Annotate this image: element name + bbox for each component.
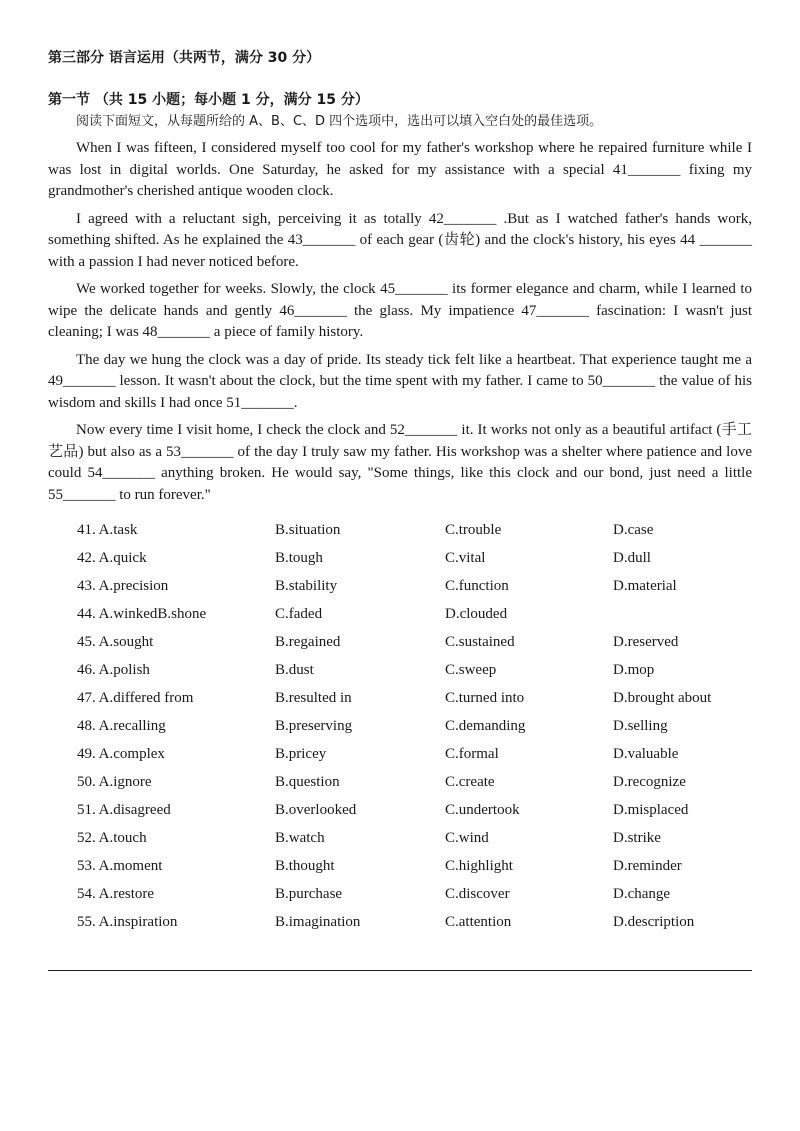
option-d: D.misplaced — [613, 802, 689, 818]
option-d: D.clouded — [445, 606, 508, 622]
option-b: B.stability — [275, 578, 338, 594]
option-d: D.mop — [613, 662, 655, 678]
exam-page — [48, 40, 752, 936]
option-empty — [613, 600, 752, 628]
option-c: C.faded — [275, 606, 323, 622]
option-a: 47. A.differed from — [77, 690, 194, 706]
option-a: 53. A.moment — [77, 858, 163, 874]
option-a: 54. A.restore — [77, 886, 155, 902]
option-b: B.imagination — [275, 914, 361, 930]
passage-paragraph: I agreed with a reluctant sigh, perceiving it as totally 42_______ .But as I watched father's hands work, something shifted. As he explained the 43_______ of each gear (齿轮) and the clock's history, his eyes 44 _______ with a passion I had never noticed before. — [48, 210, 752, 270]
option-row-42 — [48, 544, 752, 572]
option-c: C.discover — [445, 886, 510, 902]
option-c: C.function — [445, 578, 509, 594]
option-a: 42. A.quick — [77, 550, 147, 566]
option-d: D.strike — [613, 830, 661, 846]
option-a: 48. A.recalling — [77, 718, 166, 734]
option-row-55 — [48, 908, 752, 936]
option-row-48 — [48, 712, 752, 740]
option-d: D.material — [613, 578, 677, 594]
part-title: 第三部分 语言运用（共两节，满分 30 分） — [48, 50, 321, 66]
option-a: 55. A.inspiration — [77, 914, 178, 930]
option-d: D.change — [613, 886, 671, 902]
cloze-passage — [48, 138, 752, 506]
section-title: 第一节 （共 15 小题；每小题 1 分，满分 15 分） — [48, 92, 369, 108]
passage-paragraph: We worked together for weeks. Slowly, the clock 45_______ its former elegance and charm, while I learned to wipe the delicate hands and gently 46_______ the glass. My impatience 47_______ fascination: I wasn't just cleaning; I was 48_______ a piece of family history. — [48, 281, 752, 340]
option-a: 46. A.polish — [77, 662, 150, 678]
option-d: D.recognize — [613, 774, 686, 790]
option-d: D.dull — [613, 550, 651, 566]
option-row-49 — [48, 740, 752, 768]
option-d: D.selling — [613, 718, 668, 734]
option-a: 52. A.touch — [77, 830, 147, 846]
option-c: C.highlight — [445, 858, 513, 874]
option-b: B.question — [275, 774, 340, 790]
option-row-53 — [48, 852, 752, 880]
option-row-47 — [48, 684, 752, 712]
option-b: B.tough — [275, 550, 323, 566]
option-d: D.case — [613, 522, 654, 538]
option-b: B.preserving — [275, 718, 353, 734]
page-divider — [48, 970, 752, 971]
option-row-43 — [48, 572, 752, 600]
passage-paragraph: The day we hung the clock was a day of pride. Its steady tick felt like a heartbeat. That experience taught me a 49_______ lesson. It wasn't about the clock, but the time spent with my father. I came to 50_______ the value of his wisdom and skills I had once 51_______. — [48, 351, 752, 411]
option-c: C.sustained — [445, 634, 515, 650]
option-b: B.pricey — [275, 746, 327, 762]
option-row-46 — [48, 656, 752, 684]
option-a: 51. A.disagreed — [77, 802, 171, 818]
option-c: C.turned into — [445, 690, 525, 706]
option-c: C.wind — [445, 830, 489, 846]
option-d: D.valuable — [613, 746, 679, 762]
option-a: 43. A.precision — [77, 578, 169, 594]
option-c: C.sweep — [445, 662, 497, 678]
option-c: C.vital — [445, 550, 486, 566]
passage-paragraph: When I was fifteen, I considered myself too cool for my father's workshop where he repaired furniture while I was lost in digital worlds. One Saturday, he asked for my assistance with a special 41_______ fixing my grandmother's cherished antique wooden clock. — [48, 140, 752, 199]
option-d: D.description — [613, 914, 695, 930]
option-b: B.resulted in — [275, 690, 352, 706]
option-row-41 — [48, 516, 752, 544]
option-a: 45. A.sought — [77, 634, 154, 650]
option-row-45 — [48, 628, 752, 656]
option-d: D.reminder — [613, 858, 682, 874]
passage-paragraph: Now every time I visit home, I check the clock and 52_______ it. It works not only as a beautiful artifact (手工艺品) but also as a 53_______ of the day I truly saw my father. His workshop was a shelter where patience and love could 54_______ anything broken. He would say, "Some things, like this clock and our bond, just need a little 55_______ to run forever." — [48, 422, 752, 503]
answer-options — [48, 516, 752, 936]
option-a: 41. A.task — [77, 522, 138, 538]
option-c: C.trouble — [445, 522, 502, 538]
option-b: B.overlooked — [275, 802, 357, 818]
option-c: C.create — [445, 774, 495, 790]
option-c: C.demanding — [445, 718, 526, 734]
option-b: B.dust — [275, 662, 314, 678]
option-row-54 — [48, 880, 752, 908]
option-b: B.purchase — [275, 886, 343, 902]
option-row-52 — [48, 824, 752, 852]
option-c: C.attention — [445, 914, 512, 930]
option-d: D.brought about — [613, 690, 712, 706]
option-row-44 — [48, 600, 752, 628]
instruction: 阅读下面短文，从每题所给的 A、B、C、D 四个选项中，选出可以填入空白处的最佳选项。 — [76, 114, 603, 129]
option-c: C.formal — [445, 746, 499, 762]
option-b: B.situation — [275, 522, 341, 538]
option-b: B.regained — [275, 634, 341, 650]
option-ab: 44. A.winkedB.shone — [77, 606, 207, 622]
option-a: 49. A.complex — [77, 746, 165, 762]
option-b: B.thought — [275, 858, 335, 874]
option-row-50 — [48, 768, 752, 796]
option-d: D.reserved — [613, 634, 679, 650]
option-b: B.watch — [275, 830, 325, 846]
option-a: 50. A.ignore — [77, 774, 152, 790]
option-c: C.undertook — [445, 802, 520, 818]
option-row-51 — [48, 796, 752, 824]
